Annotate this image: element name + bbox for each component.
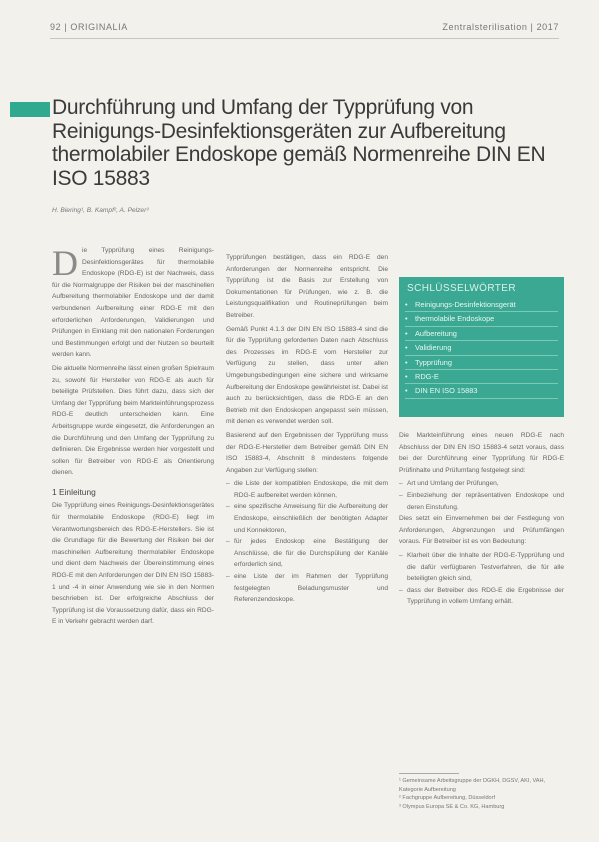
section-heading-1: 1 Einleitung (52, 486, 96, 497)
text-column-2 (226, 252, 388, 606)
list-item: – eine Liste der im Rahmen der Typprüfung festgelegten Beladungsmuster und Referenzendoskope. (226, 571, 388, 606)
running-header (50, 22, 559, 36)
col2-bullet-list (226, 478, 388, 606)
keyword-item: • Aufbereitung (405, 327, 558, 341)
col3-bullet-list-2 (399, 550, 564, 608)
footnote-divider (399, 773, 459, 774)
footnote-item: ¹ Gemeinsame Arbeitsgruppe der DGKH, DGSV, AKI, VAH, Kategorie Aufbereitung (399, 778, 546, 793)
col2-paragraph-2: Gemäß Punkt 4.1.3 der DIN EN ISO 15883-4 sind die für die Typprüfung geforderten Daten nach Abschluss des Prozesses im RDG-E vom Hersteller zur Verfügung zu stellen, dass unter allen Umgebungsbedingungen eine sichere und wirksame Aufbereitung der Endoskope gewährleistet ist. Dabei ist auch zu berücksichtigen, dass die RDG-E an den Betrieb mit den Endoskopen angepasst sein müssen, mit denen es verwendet werden soll. (226, 325, 389, 426)
list-item: – dass der Betreiber des RDG-E die Ergebnisse der Typprüfung in vollem Umfang erhält. (399, 585, 564, 608)
article-authors: H. Biering¹, B. Kampf², A. Pelzer³ (52, 207, 149, 214)
keywords-heading: SCHLÜSSELWÖRTER (407, 283, 516, 294)
list-item: – Einbeziehung der repräsentativen Endoskope und deren Einstufung. (399, 490, 564, 513)
footnotes (399, 777, 564, 811)
keyword-item: • Validierung (405, 341, 558, 355)
header-divider (50, 38, 559, 39)
list-item: – die Liste der kompatiblen Endoskope, die mit dem RDG-E aufbereitet werden können, (226, 478, 388, 501)
list-item: – Art und Umfang der Prüfungen, (399, 478, 564, 490)
keyword-item: • Typprüfung (405, 356, 558, 370)
intro-paragraph-2: Die aktuelle Normenreihe lässt einen großen Spielraum zu, sowohl für Hersteller von RDG-E als auch für beteiligte Prüfstellen. Dies führt dazu, dass sich der Umfang der Typprüfung beim Markteinführungsprozess RDG-E deutlich unterscheiden kann. Eine Arbeitsgruppe wurde eingesetzt, die Anforderungen an die Durchführung und den Umfang der Typprüfung zu definieren. Die Ergebnisse werden hier vorgestellt und sollen für Betreiber von RDG-E als Orientierung dienen. (52, 364, 214, 477)
text-column-1 (52, 245, 214, 630)
footnote-item: ³ Olympus Europa SE & Co. KG, Hamburg (399, 803, 505, 810)
keyword-item: • Reinigungs-Desinfektionsgerät (405, 298, 558, 312)
intro-text-1: ie Typprüfung eines Reinigungs-Desinfektionsgerätes für thermolabile Endoskope (RDG-E) ist der Nachweis, dass für die Normalgruppe der Risiken bei der maschinellen Aufbereitung thermolabiler Endoskope und der damit verbundenen Aufbereitung einer RDG-E mit den erforderlichen Anforderungen, Validierungen und Prüfungen in Einklang mit den nationalen Forderungen und Bestimmungen erfolgt und der Nutzen so beurteilt werden kann. (52, 247, 214, 359)
section1-paragraph: Die Typprüfung eines Reinigungs-Desinfektionsgerätes für thermolabile Endoskope (RDG-E) liegt im Verantwortungsbereich des RDG-E-Herstellers. Sie ist die Grundlage für die Bewertung der Risiken bei der maschinellen Aufbereitung thermolabiler Endoskope und dient dem Nachweis der Übereinstimmung eines RDG-E mit den Anforderungen der DIN EN ISO 15883-1 und -4 in einer Anwendung wie sie in den Normen beschrieben ist. Der erfolgreiche Abschluss der Typprüfung ist die Voraussetzung dafür, dass ein RDG-E in Verkehr gebracht werden darf. (52, 502, 214, 626)
intro-paragraph-1 (52, 245, 214, 361)
keyword-item: • DIN EN ISO 15883 (405, 384, 558, 398)
keyword-item: • RDG-E (405, 370, 558, 384)
text-column-3 (399, 430, 564, 608)
col3-paragraph-1: Die Markteinführung eines neuen RDG-E nach Abschluss der DIN EN ISO 15883-4 setzt voraus, dass bei der Durchführung einer Typprüfung für RDG-E Prüfinhalte und Prüfumfang festgelegt sind: (399, 432, 564, 474)
keywords-list (399, 298, 564, 399)
keyword-item: • thermolabile Endoskope (405, 312, 558, 326)
list-item: – Klarheit über die Inhalte der RDG-E-Typprüfung und die dafür verfügbaren Testverfahren, die für alle beteiligten gleich sind, (399, 550, 564, 585)
col2-paragraph-1: Typprüfungen bestätigen, dass ein RDG-E den Anforderungen der Normenreihe entspricht. Die Typprüfung ist die Basis zur Erstellung von Dokumentationen für Prüfungen, wie z. B. die Leistungsqualifikation und Routineprüfungen beim Betreiber. (226, 254, 388, 319)
col3-paragraph-2: Dies setzt ein Einvernehmen bei der Festlegung von Anforderungen, Abgrenzungen und Prüfumfängen voraus. Für Betreiber ist es von Bedeutung: (399, 515, 564, 546)
article-title: Durchführung und Umfang der Typprüfung von Reinigungs-Desinfektionsgeräten zur Aufbereitung thermolabiler Endoskope gemäß Normenreihe DIN EN ISO 15883 (52, 96, 546, 190)
list-item: – für jedes Endoskop eine Bestätigung der Anschlüsse, die für die Durchspülung der Kanäle erforderlich sind, (226, 536, 388, 571)
journal-name: Zentralsterilisation | 2017 (442, 22, 559, 32)
title-accent-bar (10, 102, 50, 117)
page-section-label: 92 | ORIGINALIA (50, 22, 128, 32)
drop-cap: D (52, 243, 78, 283)
list-item: – eine spezifische Anweisung für die Aufbereitung der Endoskope, einschließlich der benötigten Adapter und Konnektoren, (226, 501, 388, 536)
keywords-box (399, 277, 564, 417)
footnote-item: ² Fachgruppe Aufbereitung, Düsseldorf (399, 795, 496, 802)
col2-paragraph-3: Basierend auf den Ergebnissen der Typprüfung muss der RDG-E-Hersteller dem Betreiber gemäß DIN EN ISO 15883-4, Abschnitt 8 mindestens folgende Angaben zur Verfügung stellen: (226, 431, 388, 474)
col3-bullet-list-1 (399, 478, 564, 513)
